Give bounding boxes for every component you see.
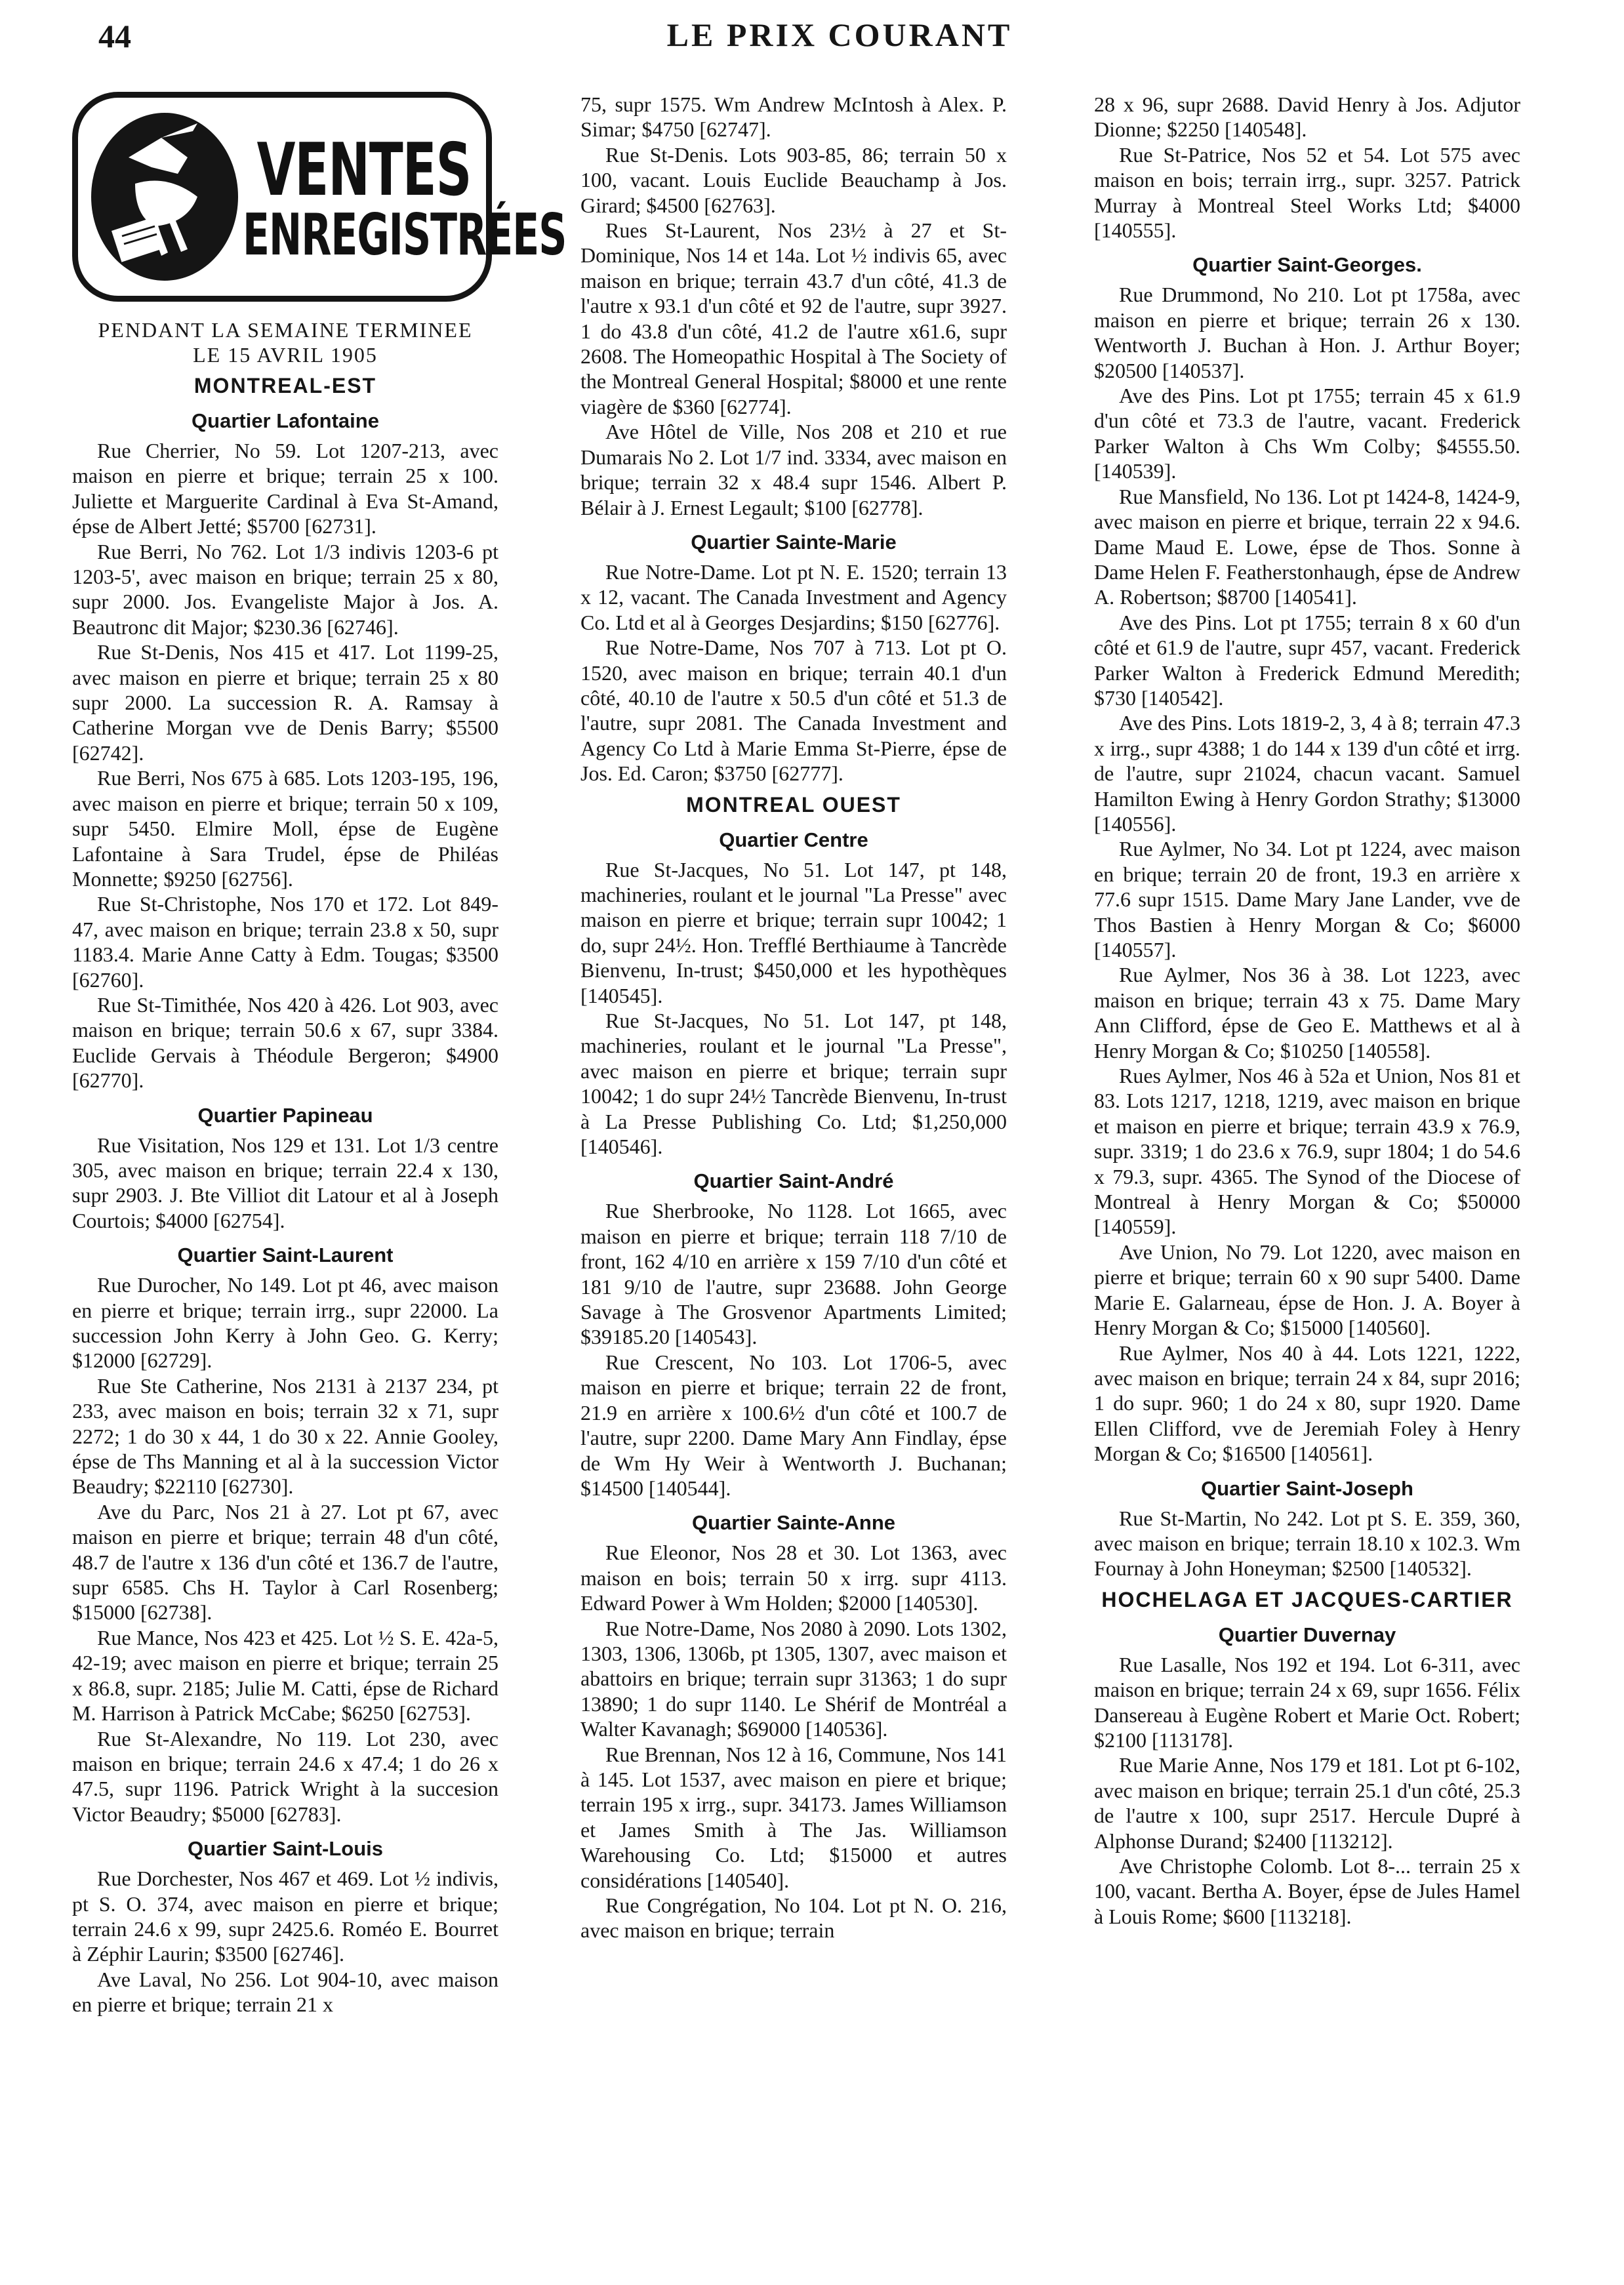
sale-entry: Ave Hôtel de Ville, Nos 208 et 210 et rue Dumarais No 2. Lot 1/7 ind. 3334, avec maison en brique; terrain 32 x 48.4 supr 1546. Albert P. Bélair à J. Ernest Legault; $100 [62778]. — [580, 420, 1007, 519]
sale-entry: Rues St-Laurent, Nos 23½ à 27 et St-Dominique, Nos 14 et 14a. Lot ½ indivis 65, avec maison en brique; terrain 43.7 d'un côté, 41.3 de l'autre x 93.1 d'un côté et 92 de l'autre, supr 3927. 1 do 43.8 d'un côté, 41.2 de l'autre x61.6, supr 2608. The Homeopathic Hospital à The Society of the Montreal General Hospital; $8000 et une rente viagère de $360 [62774]. — [580, 218, 1007, 418]
quartier-heading: Quartier Saint-Laurent — [177, 1244, 394, 1267]
sale-entry: 75, supr 1575. Wm Andrew McIntosh à Alex. P. Simar; $4750 [62747]. — [580, 92, 1007, 142]
sale-entry: Rue Aylmer, Nos 36 à 38. Lot 1223, avec maison en brique; terrain 43 x 75. Dame Mary Ann Clifford, épse de Geo E. Matthews et al à Henry Morgan & Co; $10250 [140558]. — [1094, 963, 1520, 1062]
sale-entry: Rue Congrégation, No 104. Lot pt N. O. 216, avec maison en brique; terrain — [580, 1893, 1007, 1943]
quartier-heading: Quartier Saint-Georges. — [1192, 253, 1422, 277]
sale-entry: Rue Eleonor, Nos 28 et 30. Lot 1363, avec maison en bois; terrain 50 x irrg. supr 4113. Edward Power à Wm Holden; $2000 [140530]. — [580, 1541, 1007, 1615]
column-1-body — [72, 373, 498, 2017]
stork-with-document-icon — [89, 111, 240, 282]
sale-entry: Ave Laval, No 256. Lot 904-10, avec maison en pierre et brique; terrain 21 x — [72, 1967, 498, 2017]
column-3-body — [1094, 92, 1520, 1929]
sale-entry: Rue St-Martin, No 242. Lot pt S. E. 359, 360, avec maison en brique; terrain 18.10 x 102.3. Wm Fournay à John Honeyman; $2500 [140532]. — [1094, 1506, 1520, 1581]
sale-entry: Rue Mansfield, No 136. Lot pt 1424-8, 1424-9, avec maison en pierre et brique, terrain 22 x 94.6. Dame Maud E. Lowe, épse de Thos. Sonne à Dame Helen F. Featherstonhaugh, épse de Andrew A. Robertson; $8700 [140541]. — [1094, 484, 1520, 609]
sale-entry: Rue Notre-Dame, Nos 2080 à 2090. Lots 1302, 1303, 1306, 1306b, pt 1305, 1307, avec maison et abattoirs en brique; terrain supr 31363; 1 do supr 13890; 1 do supr 1140. Le Shérif de Montréal a Walter Kavanagh; $69000 [140536]. — [580, 1616, 1007, 1741]
sale-entry: Rue Aylmer, No 34. Lot pt 1224, avec maison en brique; terrain 20 de front, 19.3 en arrière x 77.6 supr 1515. Dame Mary Jane Lander, vve de Thos Bastien à Henry Morgan & Co; $6000 [140557]. — [1094, 837, 1520, 961]
quartier-heading: Quartier Saint-Joseph — [1201, 1476, 1413, 1500]
quartier-heading: Quartier Duvernay — [1218, 1623, 1396, 1646]
quartier-heading: Quartier Saint-André — [693, 1169, 894, 1193]
sale-entry: Rues Aylmer, Nos 46 à 52a et Union, Nos 81 et 83. Lots 1217, 1218, 1219, avec maison en brique et maison en pierre et brique; terrain 43.9 x 76.9, supr. 3319; 1 do 23.6 x 76.9, supr 1804; 1 do 54.6 x 79.3, supr. 4365. The Synod of the Diocese of Montreal à Henry Morgan & Co; $50000 [140559]. — [1094, 1064, 1520, 1239]
sale-entry: Rue St-Jacques, No 51. Lot 147, pt 148, machineries, roulant et le journal "La Presse", avec maison en pierre et brique; terrain supr 10042; 1 do supr 24½ Tancrède Bienvenu, In-trust à La Presse Publishing Co. Ltd; $1,250,000 [140546]. — [580, 1009, 1007, 1159]
sale-entry: Rue Sherbrooke, No 1128. Lot 1665, avec maison en pierre et brique; terrain 118 7/10 de front, 162 4/10 en arrière x 159 7/10 d'un côté et 181 9/10 de l'autre, supr 23688. John George Savage à The Grosvenor Apartments Limited; $39185.20 [140543]. — [580, 1199, 1007, 1349]
sale-entry: Rue Lasalle, Nos 192 et 194. Lot 6-311, avec maison en brique; terrain 24 x 69, supr 1656. Félix Dansereau à Eugène Robert et Marie Oct. Robert; $2100 [113178]. — [1094, 1652, 1520, 1752]
sale-entry: Rue Ste Catherine, Nos 2131 à 2137 234, pt 233, avec maison en bois; terrain 32 x 71, supr 2272; 1 do 30 x 44, 1 do 30 x 22. Annie Gooley, épse de Ths Manning et al à la succession Victor Beaudry; $22110 [62730]. — [72, 1373, 498, 1499]
sale-entry: 28 x 96, supr 2688. David Henry à Jos. Adjutor Dionne; $2250 [140548]. — [1094, 92, 1520, 142]
page-number: 44 — [98, 18, 131, 54]
sale-entry: Ave des Pins. Lots 1819-2, 3, 4 à 8; terrain 47.3 x irrg., supr 4388; 1 do 144 x 139 d'un côté et irrg. de l'autre, supr 21024, chacun vacant. Samuel Hamilton Ewing à Henry Gordon Strathy; $13000 [140556]. — [1094, 711, 1520, 836]
district-heading: MONTREAL-EST — [193, 374, 377, 397]
sale-entry: Rue St-Timithée, Nos 420 à 426. Lot 903, avec maison en brique; terrain 50.6 x 67, supr 3384. Euclide Gervais à Théodule Bergeron; $4900 [62770]. — [72, 992, 498, 1093]
period-line1: PENDANT LA SEMAINE TERMINEE — [98, 318, 473, 342]
quartier-heading: Quartier Sainte-Marie — [691, 530, 897, 554]
quartier-heading: Quartier Papineau — [197, 1103, 373, 1127]
district-heading: HOCHELAGA ET JACQUES-CARTIER — [1101, 1587, 1513, 1611]
sale-entry: Rue St-Denis, Nos 415 et 417. Lot 1199-25, avec maison en pierre et brique; terrain 25 x 80 supr 2000. La succession R. A. Ramsay à Catherine Morgan vve de Denis Barry; $5500 [62742]. — [72, 640, 498, 765]
column-2 — [580, 92, 1007, 1943]
column-3 — [1094, 92, 1520, 1929]
sale-entry: Rue St-Christophe, Nos 170 et 172. Lot 849-47, avec maison en brique; terrain 23.8 x 50, supr 1183.4. Marie Anne Catty à Edm. Tougas; $3500 [62760]. — [72, 892, 498, 992]
sale-entry: Rue St-Alexandre, No 119. Lot 230, avec maison en brique; terrain 24.6 x 47.4; 1 do 26 x 47.5, supr 1196. Patrick Wright à la succesion Victor Beaudry; $5000 [62783]. — [72, 1726, 498, 1826]
column-1 — [72, 92, 567, 2017]
sale-entry: Rue Berri, No 762. Lot 1/3 indivis 1203-6 pt 1203-5', avec maison en brique; terrain 25 x 80, supr 2000. Jos. Evangeliste Major à Jos. A. Beautronc dit Major; $230.36 [62746]. — [72, 539, 498, 639]
sale-entry: Rue Aylmer, Nos 40 à 44. Lots 1221, 1222, avec maison en brique; terrain 24 x 84, supr 2016; 1 do supr. 960; 1 do 24 x 80, supr 1920. Dame Ellen Clifford, vve de Jeremiah Foley à Henry Morgan & Co; $16500 [140561]. — [1094, 1341, 1520, 1466]
sale-entry: Rue Notre-Dame. Lot pt N. E. 1520; terrain 13 x 12, vacant. The Canada Investment and Agency Co. Ltd et al à Georges Desjardins; $150 [62776]. — [580, 559, 1007, 634]
quartier-heading: Quartier Saint-Louis — [188, 1837, 383, 1861]
sale-entry: Rue Visitation, Nos 129 et 131. Lot 1/3 centre 305, avec maison en brique; terrain 22.4 x 130, supr 2903. J. Bte Villiot dit Latour et al à Joseph Courtois; $4000 [62754]. — [72, 1133, 498, 1232]
sale-entry: Rue St-Jacques, No 51. Lot 147, pt 148, machineries, roulant et le journal "La Presse" avec maison en pierre et brique; terrain supr 10042; 1 do, supr 24½. Hon. Trefflé Berthiaume à Tancrède Bienvenu, In-trust; $450,000 et les hypothèques [140545]. — [580, 857, 1007, 1007]
district-heading: MONTREAL OUEST — [686, 792, 901, 817]
quartier-heading: Quartier Centre — [719, 828, 868, 851]
quartier-heading: Quartier Sainte-Anne — [691, 1511, 896, 1535]
sale-entry: Ave Christophe Colomb. Lot 8-... terrain 25 x 100, vacant. Bertha A. Boyer, épse de Jules Hamel à Louis Rome; $600 [113218]. — [1094, 1854, 1520, 1928]
quartier-heading: Quartier Lafontaine — [192, 409, 379, 432]
sale-entry: Rue Drummond, No 210. Lot pt 1758a, avec maison en pierre et brique; terrain 26 x 130. Wentworth J. Buchan à Hon. J. Arthur Boyer; $20500 [140537]. — [1094, 283, 1520, 382]
ventes-enregistrees-logo — [72, 92, 567, 308]
sale-entry: Rue Brennan, Nos 12 à 16, Commune, Nos 141 à 145. Lot 1537, avec maison en piere et brique; terrain 195 x irrg., supr. 34173. James Williamson et James Smith à The Jas. Williamson Warehousing Co. Ltd; $15000 et autres considérations [140540]. — [580, 1742, 1007, 1892]
sale-entry: Rue Marie Anne, Nos 179 et 181. Lot pt 6-102, avec maison en brique; terrain 25.1 d'un côté, 25.3 de l'autre x 100, supr 2517. Hercule Dupré à Alphonse Durand; $2400 [113212]. — [1094, 1753, 1520, 1853]
sale-entry: Ave des Pins. Lot pt 1755; terrain 8 x 60 d'un côté et 61.9 de l'autre, supr 457, vacant. Frederick Parker Walton à Frederick Edmund Meredith; $730 [140542]. — [1094, 610, 1520, 710]
page-header — [0, 0, 1624, 72]
sale-entry: Rue St-Patrice, Nos 52 et 54. Lot 575 avec maison en bois; terrain irrg., supr. 3257. Patrick Murray à Montreal Steel Works Ltd; $4000 [140555]. — [1094, 142, 1520, 243]
journal-title: LE PRIX COURANT — [666, 16, 1013, 53]
sale-entry: Rue St-Denis. Lots 903-85, 86; terrain 50 x 100, vacant. Louis Euclide Beauchamp à Jos. Girard; $4500 [62763]. — [580, 142, 1007, 217]
period-line2: LE 15 AVRIL 1905 — [193, 343, 378, 367]
sale-entry: Rue Berri, Nos 675 à 685. Lots 1203-195, 196, avec maison en pierre et brique; terrain 50 x 109, supr 5450. Elmire Moll, épse de Eugène Lafontaine à Sara Trudel, épse de Philéas Monnette; $9250 [62756]. — [72, 766, 498, 891]
sale-entry: Rue Durocher, No 149. Lot pt 46, avec maison en pierre et brique; terrain irrg., supr 22000. La succession John Kerry à John Geo. G. Kerry; $12000 [62729]. — [72, 1273, 498, 1373]
column-2-body — [580, 92, 1007, 1943]
sale-entry: Ave Union, No 79. Lot 1220, avec maison en pierre et brique; terrain 60 x 90 supr 5400. Dame Marie E. Galarneau, épse de Hon. J. A. Boyer à Henry Morgan & Co; $15000 [140560]. — [1094, 1240, 1520, 1340]
sale-entry: Ave du Parc, Nos 21 à 27. Lot pt 67, avec maison en pierre et brique; terrain 48 d'un côté, 48.7 de l'autre x 136 d'un côté et 136.7 de l'autre, supr 6585. Chs H. Taylor à Carl Rosenberg; $15000 [62738]. — [72, 1499, 498, 1625]
sale-entry: Rue Cherrier, No 59. Lot 1207-213, avec maison en pierre et brique; terrain 25 x 100. Juliette et Marguerite Cardinal à Eva St-Amand, épse de Albert Jetté; $5700 [62731]. — [72, 439, 498, 538]
logo-title-line1: VENTES — [256, 127, 472, 212]
sale-entry: Rue Crescent, No 103. Lot 1706-5, avec maison en pierre et brique; terrain 22 de front, 21.9 en arrière x 100.6½ d'un côté et 100.7 de l'autre, supr 2200. Dame Mary Ann Findlay, épse de Wm Hy Weir à Wentworth J. Buchanan; $14500 [140544]. — [580, 1350, 1007, 1500]
sale-entry: Rue Dorchester, Nos 467 et 469. Lot ½ indivis, pt S. O. 374, avec maison en pierre et brique; terrain 24.6 x 99, supr 2425.6. Roméo E. Bourret à Zéphir Laurin; $3500 [62746]. — [72, 1867, 498, 1966]
logo-title-line2: ENREGISTRÉES — [243, 202, 567, 269]
sale-entry: Rue Mance, Nos 423 et 425. Lot ½ S. E. 42a-5, 42-19; avec maison en pierre et brique; terrain 25 x 86.8, supr. 2185; Julie M. Catti, épse de Richard M. Harrison à Patrick McCabe; $6250 [62753]. — [72, 1625, 498, 1726]
sale-entry: Rue Notre-Dame, Nos 707 à 713. Lot pt O. 1520, avec maison en brique; terrain 40.1 d'un côté, 40.10 de l'autre x 50.5 d'un côté et 51.3 de l'autre, supr 2081. The Canada Investment and Agency Co Ltd à Marie Emma St-Pierre, épse de Jos. Ed. Caron; $3750 [62777]. — [580, 636, 1007, 786]
sale-entry: Ave des Pins. Lot pt 1755; terrain 45 x 61.9 d'un côté et 73.3 de l'autre, vacant. Frederick Parker Walton à Chs Wm Colby; $4555.50. [140539]. — [1094, 384, 1520, 483]
